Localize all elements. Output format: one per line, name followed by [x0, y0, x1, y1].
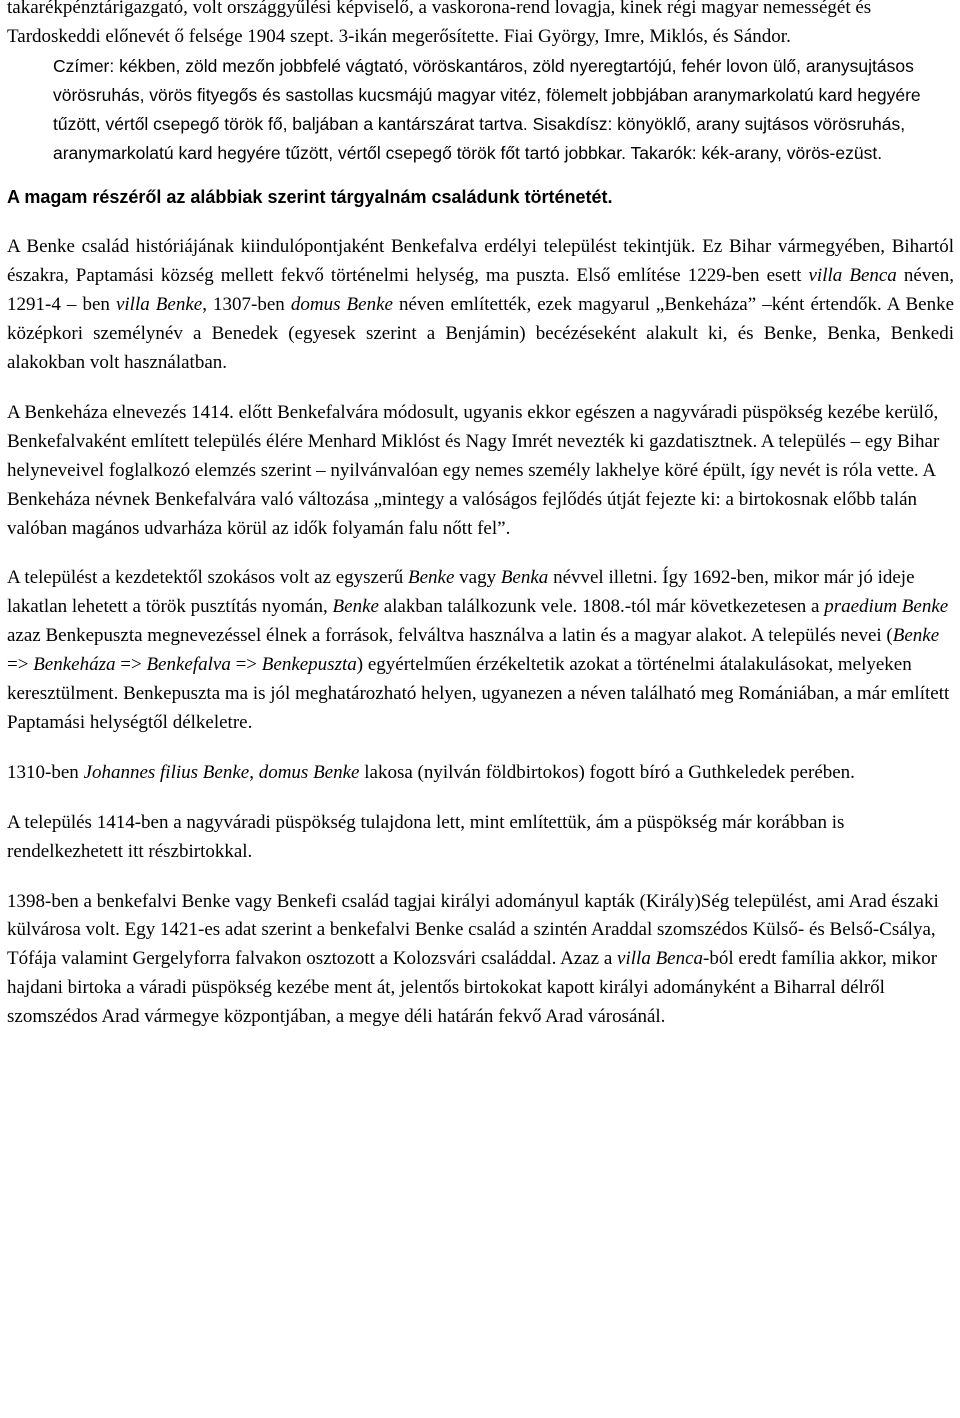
paragraph-1414: A település 1414-ben a nagyváradi püspökség tulajdona lett, mint említettük, ám a püspökség már korábban is rendelkezhetett itt részbirtokkal. [7, 811, 845, 862]
intro-paragraph: takarékpénztárigazgató, volt országgyűlési képviselő, a vaskorona-rend lovagja, kinek régi magyar nemességét és Tardoskeddi előnevét ő felsége 1904 szept. 3-ikán megerősítette. Fiai György, Imre, Miklós, és Sándor. [7, 0, 872, 47]
paragraph-1398: 1398-ben a benkefalvi Benke vagy Benkefi család tagjai királyi adományul kapták (Király)Ség települést, ami Arad északi külvárosa volt. Egy 1421-es adat szerint a benkefalvi Benke család a szintén Araddal szomszédos Külső- és Belső-Csálya, Tófája valamint Gergelyforra falvakon osztozott a Kolozsvári családdal. Azaz a villa Benca-ból eredt família akkor, mikor hajdani birtoka a váradi püspökség kezébe ment át, jelentős birtokokat kapott királyi adományként a Biharral délről szomszédos Arad vármegye központjában, a megye déli határán fekvő Arad városánál. [7, 890, 939, 1028]
paragraph-origin: A Benke család históriájának kiindulópontjaként Benkefalva erdélyi települést tekintjük. Ez Bihar vármegyében, Bihartól északra, Paptamási község mellett fekvő történelmi helység, ma puszta. Első említése 1229-ben esett villa Benca néven, 1291-4 – ben villa Benke, 1307-ben domus Benke néven említették, ezek magyarul „Benkeháza” –ként értendők. A Benke középkori személynév a Benedek (egyesek szerint a Benjámin) becézéseként alakult ki, és Benke, Benka, Benkedi alakokban volt használatban. [7, 236, 954, 373]
section-heading: A magam részéről az alábbiak szerint tárgyalnám családunk történetét. [7, 187, 613, 208]
paragraph-1310: 1310-ben Johannes filius Benke, domus Benke lakosa (nyilván földbirtokos) fogott bíró a Guthkeledek perében. [7, 761, 855, 783]
paragraph-name-change: A Benkeháza elnevezés 1414. előtt Benkefalvára módosult, ugyanis ekkor egészen a nagyváradi püspökség kezébe kerülő, Benkefalvaként említett település élére Menhard Miklóst és Nagy Imrét nevezték ki gazdatisztnek. A település – egy Bihar helyneveivel foglalkozó elemzés szerint – nyilvánvalóan egy nemes személy lakhelye köré épült, így nevét is róla vette. A Benkeháza névnek Benkefalvára való változása „mintegy a valóságos fejlődés útját fejezte ki: a birtokosnak előbb talán valóban magános udvarháza körül az idők folyamán falu nőtt fel”. [7, 401, 940, 539]
paragraph-name-forms: A települést a kezdetektől szokásos volt az egyszerű Benke vagy Benka névvel illetni. Így 1692-ben, mikor már jó ideje lakatlan lehetett a török pusztítás nyomán, Benke alakban találkozunk vele. 1808.-tól már következetesen a praedium Benke azaz Benkepuszta megnevezéssel élnek a források, felváltva használva a latin és a magyar alakot. A település nevei (Benke => Benkeháza => Benkefalva => Benkepuszta) egyértelműen érzékeltetik azokat a történelmi átalakulásokat, melyeken keresztülment. Benkepuszta ma is jól meghatározható helyen, ugyanezen a néven található meg Romániában, a már említett Paptamási helységtől délkeletre. [7, 567, 950, 733]
coat-of-arms-paragraph: Czímer: kékben, zöld mezőn jobbfelé vágtató, vöröskantáros, zöld nyeregtartójú, fehér lovon ülő, aranysujtásos vörösruhás, vörös fityegős és sastollas kucsmájú magyar vitéz, fölemelt jobbjában aranymarkolatú kard hegyére tűzött, vértől csepegő török fő, baljában a kantárszárat tartva. Sisakdísz: könyöklő, arany sujtásos vörösruhás, aranymarkolatú kard hegyére tűzött, vértől csepegő török főt tartó jobbkar. Takarók: kék-arany, vörös-ezüst. [53, 55, 921, 163]
